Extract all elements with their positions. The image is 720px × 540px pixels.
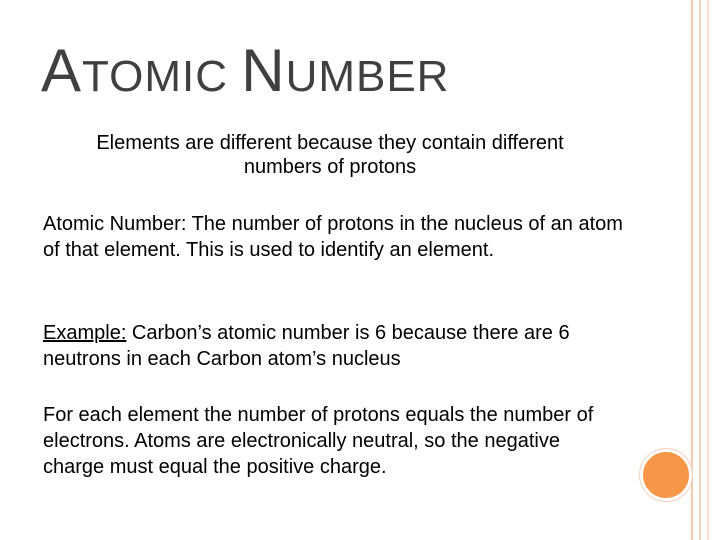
slide-subtitle: Elements are different because they contain different numbers of protons (96, 132, 564, 178)
title-initial-n: N (241, 37, 286, 104)
title-initial-a: A (41, 37, 83, 104)
decorative-edge-rule (707, 0, 709, 540)
example-paragraph (43, 320, 623, 372)
slide-title (41, 38, 449, 110)
title-rest-1: TOMIC (82, 52, 242, 101)
definition-term: Atomic Number (43, 213, 181, 235)
title-rest-2: UMBER (285, 52, 450, 101)
decorative-edge-rule (699, 0, 701, 540)
example-text: Carbon’s atomic number is 6 because there are 6 neutrons in each Carbon atom’s nucleus (43, 322, 570, 370)
example-label: Example: (43, 322, 127, 344)
definition-text: : The number of protons in the nucleus of an atom of that element. This is used to identify an element. (43, 213, 623, 261)
definition-paragraph (43, 211, 623, 263)
note-paragraph: For each element the number of protons equals the number of electrons. Atoms are electronically neutral, so the negative charge must equal the positive charge. (43, 404, 594, 478)
orange-circle-decoration (640, 449, 692, 501)
decorative-edge-rule (691, 0, 693, 540)
